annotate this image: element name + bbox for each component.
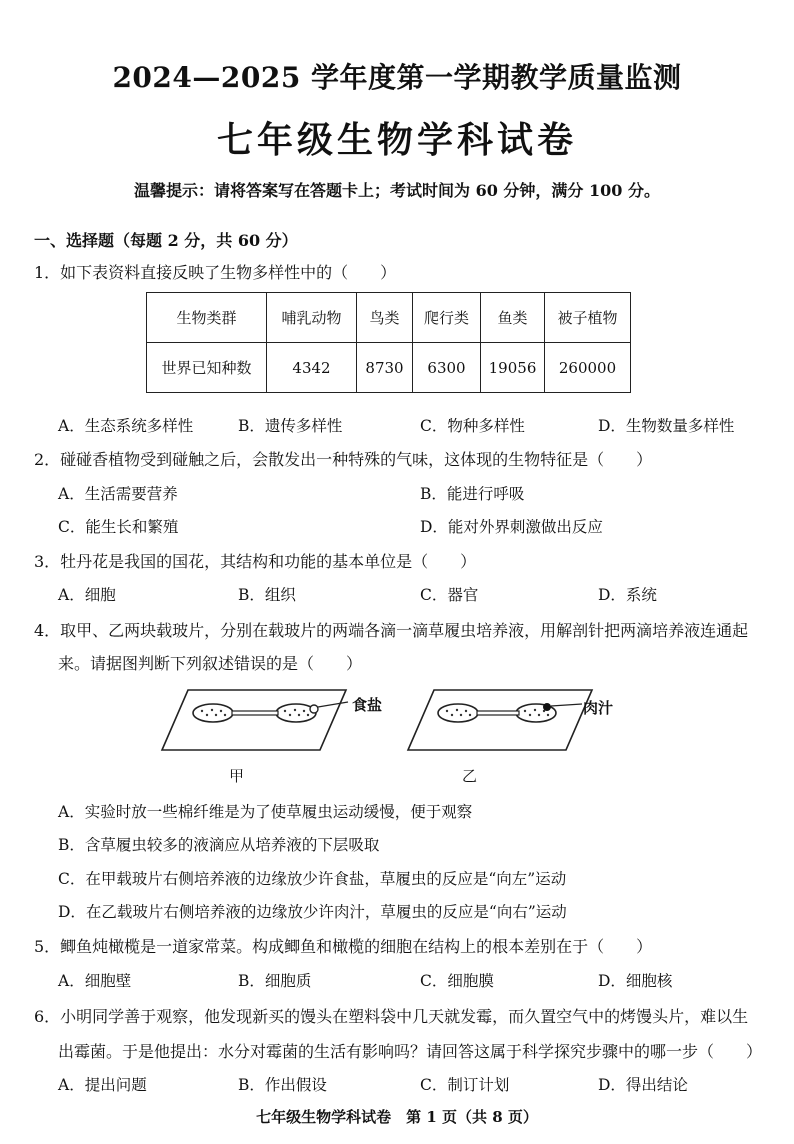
table-cell: 4342 xyxy=(267,343,357,393)
q5-option-a[interactable]: A．细胞壁 xyxy=(58,972,132,990)
q6-stem-line1: 6．小明同学善于观察，他发现新买的馒头在塑料袋中几天就发霉，而久置空气中的烤馒头片，难以生 xyxy=(34,1007,749,1026)
caption-jia: 甲 xyxy=(229,767,245,785)
table-row xyxy=(147,343,631,393)
q2-option-d[interactable]: D．能对外界刺激做出反应 xyxy=(420,518,603,536)
page-footer: 七年级生物学科试卷 第 1 页（共 8 页） xyxy=(256,1108,538,1126)
table-cell: 世界已知种数 xyxy=(147,343,267,393)
q3-option-d[interactable]: D．系统 xyxy=(598,586,657,604)
table-cell: 19056 xyxy=(481,343,545,393)
label-salt: 食盐 xyxy=(352,696,383,714)
q4-option-b[interactable]: B．含草履虫较多的液滴应从培养液的下层吸取 xyxy=(58,836,380,854)
table-cell: 260000 xyxy=(545,343,631,393)
table-cell: 6300 xyxy=(413,343,481,393)
q2-option-a[interactable]: A．生活需要营养 xyxy=(58,485,178,503)
q5-option-b[interactable]: B．细胞质 xyxy=(238,972,312,990)
q1-option-d[interactable]: D．生物数量多样性 xyxy=(598,417,735,435)
slides-figure xyxy=(150,680,630,766)
q1-option-c[interactable]: C．物种多样性 xyxy=(420,417,525,435)
exam-subtitle: 七年级生物学科试卷 xyxy=(216,119,577,161)
table-cell: 被子植物 xyxy=(545,293,631,343)
caption-yi: 乙 xyxy=(462,767,478,785)
q3-stem: 3．牡丹花是我国的国花，其结构和功能的基本单位是（ ） xyxy=(34,552,477,571)
q4-option-a[interactable]: A．实验时放一些棉纤维是为了使草履虫运动缓慢，便于观察 xyxy=(58,803,473,821)
label-meat-juice: 肉汁 xyxy=(583,699,614,717)
q4-option-d[interactable]: D．在乙载玻片右侧培养液的边缘放少许肉汁，草履虫的反应是“向右”运动 xyxy=(58,903,567,921)
q2-option-c[interactable]: C．能生长和繁殖 xyxy=(58,518,179,536)
q4-stem-line2: 来。请据图判断下列叙述错误的是（ ） xyxy=(58,654,363,673)
exam-tip: 温馨提示：请将答案写在答题卡上；考试时间为 60 分钟，满分 100 分。 xyxy=(134,181,660,200)
table-cell: 爬行类 xyxy=(413,293,481,343)
table-cell: 鱼类 xyxy=(481,293,545,343)
q2-stem: 2．碰碰香植物受到碰触之后，会散发出一种特殊的气味，这体现的生物特征是（ ） xyxy=(34,450,653,469)
q6-option-d[interactable]: D．得出结论 xyxy=(598,1076,688,1094)
table-cell: 鸟类 xyxy=(357,293,413,343)
q3-option-a[interactable]: A．细胞 xyxy=(58,586,116,604)
table-cell: 生物类群 xyxy=(147,293,267,343)
q6-option-a[interactable]: A．提出问题 xyxy=(58,1076,147,1094)
section-heading: 一、选择题（每题 2 分，共 60 分） xyxy=(34,231,298,250)
q4-stem-line1: 4．取甲、乙两块载玻片，分别在载玻片的两端各滴一滴草履虫培养液，用解剖针把两滴培养液连通起 xyxy=(34,621,749,640)
slide-yi xyxy=(408,690,592,750)
table-cell: 哺乳动物 xyxy=(267,293,357,343)
slide-jia xyxy=(162,690,348,750)
q1-stem: 1．如下表资料直接反映了生物多样性中的（ ） xyxy=(34,263,397,282)
species-table xyxy=(146,292,631,393)
q6-stem-line2: 出霉菌。于是他提出：水分对霉菌的生活有影响吗？请回答这属于科学探究步骤中的哪一步（ ） xyxy=(58,1042,763,1061)
q6-option-c[interactable]: C．制订计划 xyxy=(420,1076,510,1094)
q3-option-b[interactable]: B．组织 xyxy=(238,586,296,604)
q2-option-b[interactable]: B．能进行呼吸 xyxy=(420,485,525,503)
q3-option-c[interactable]: C．器官 xyxy=(420,586,479,604)
q4-option-c[interactable]: C．在甲载玻片右侧培养液的边缘放少许食盐，草履虫的反应是“向左”运动 xyxy=(58,870,567,888)
exam-title: 2024—2025 学年度第一学期教学质量监测 xyxy=(112,61,682,94)
q5-stem: 5．鲫鱼炖橄榄是一道家常菜。构成鲫鱼和橄榄的细胞在结构上的根本差别在于（ ） xyxy=(34,937,653,956)
table-header-row xyxy=(147,293,631,343)
q1-option-a[interactable]: A．生态系统多样性 xyxy=(58,417,194,435)
q5-option-d[interactable]: D．细胞核 xyxy=(598,972,673,990)
table-cell: 8730 xyxy=(357,343,413,393)
q1-option-b[interactable]: B．遗传多样性 xyxy=(238,417,343,435)
q6-option-b[interactable]: B．作出假设 xyxy=(238,1076,327,1094)
q5-option-c[interactable]: C．细胞膜 xyxy=(420,972,494,990)
